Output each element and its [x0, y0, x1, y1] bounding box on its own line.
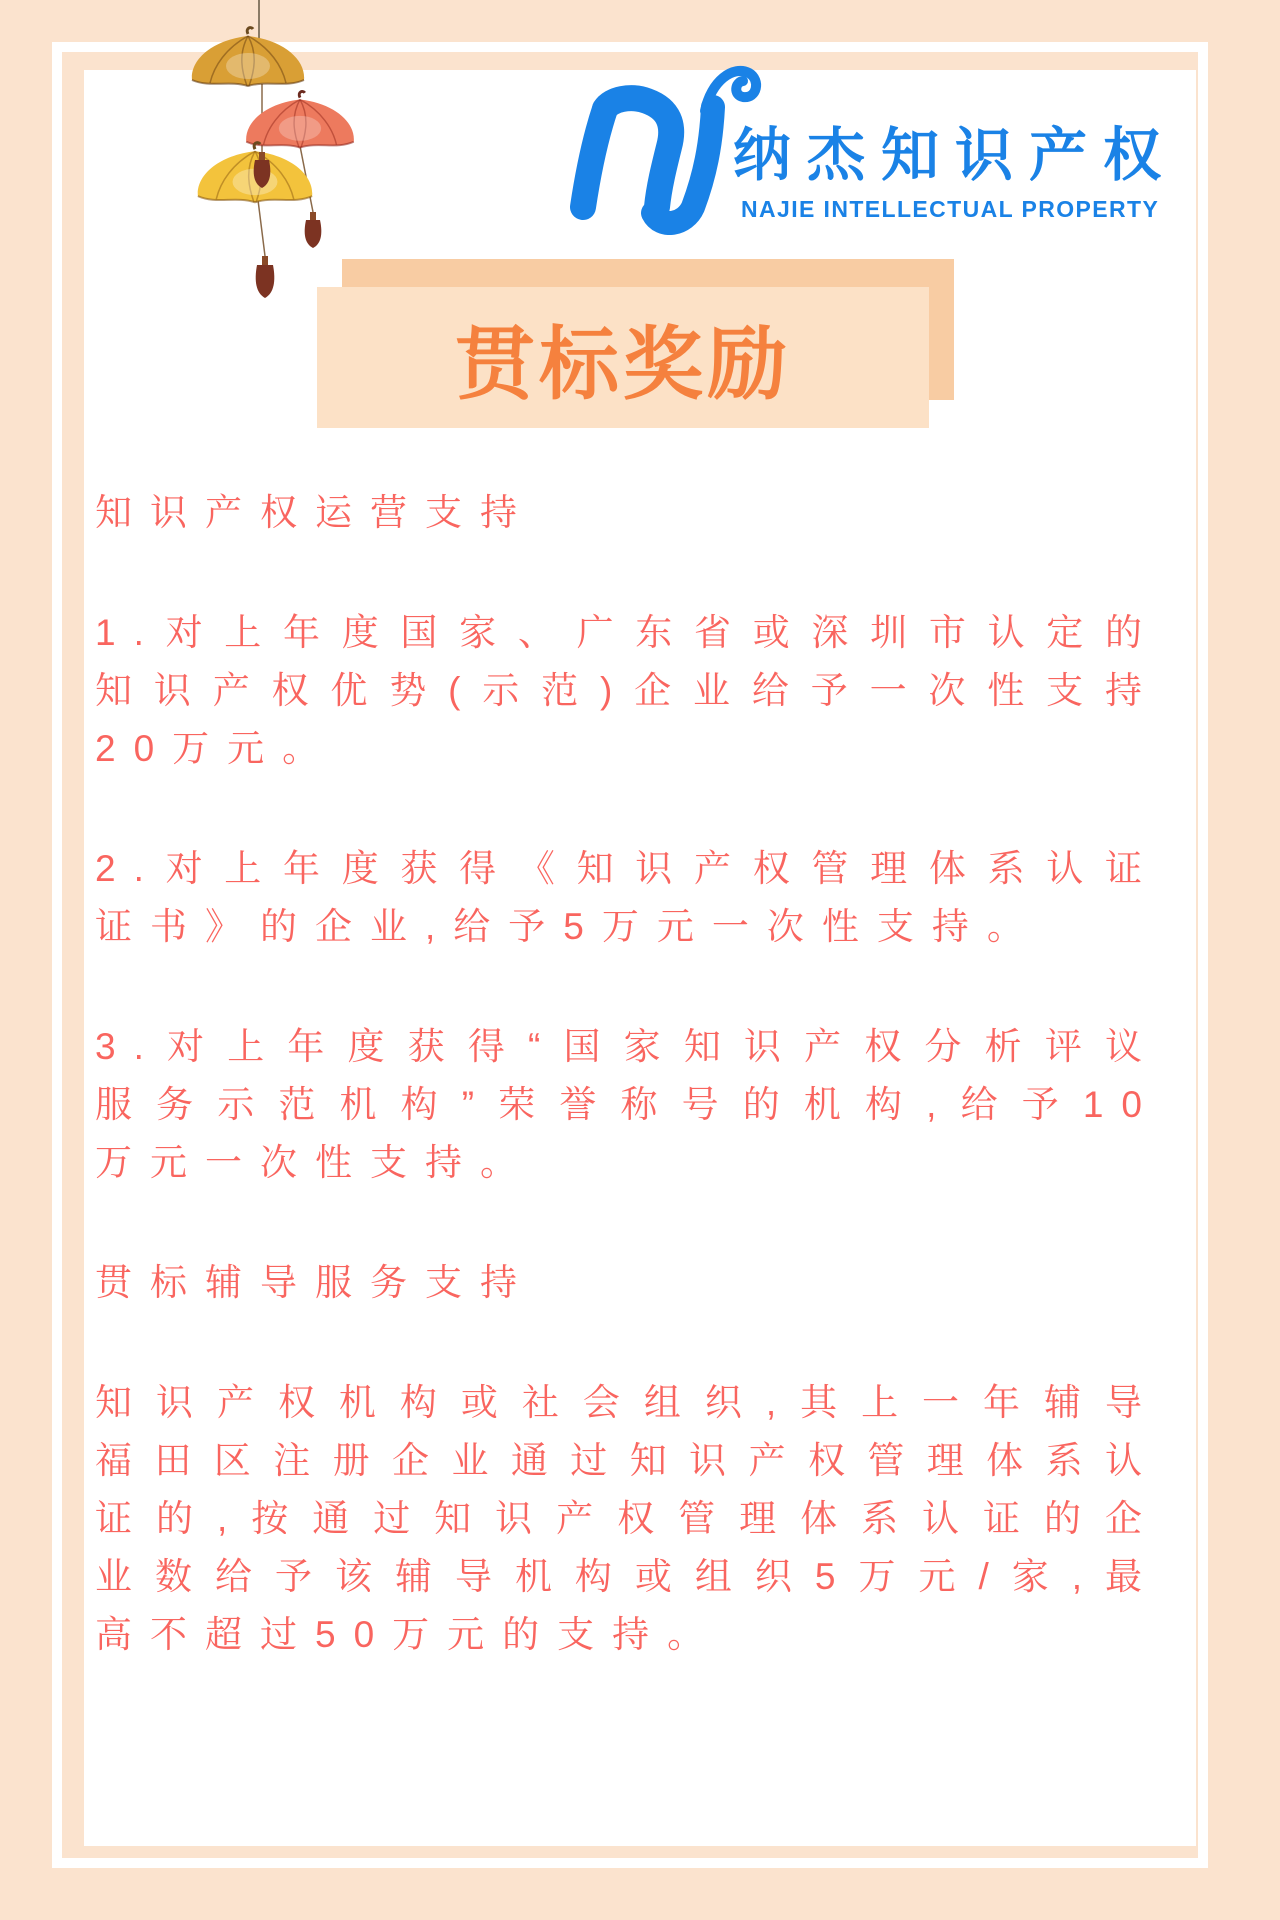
paragraph-line: 知识产权优势(示范)企业给予一次性支持	[95, 670, 1160, 711]
paragraph-line: 知识产权机构或社会组织,其上一年辅导	[95, 1382, 1160, 1423]
logo-company-name-cn: 纳杰知识产权	[733, 123, 1178, 188]
paragraph	[95, 1374, 1160, 1664]
tassel-icon	[256, 256, 275, 298]
paragraph-line: 福田区注册企业通过知识产权管理体系认	[95, 1440, 1160, 1481]
paragraph-line: 证的,按通过知识产权管理体系认证的企	[95, 1498, 1160, 1539]
paragraph-line: 服务示范机构”荣誉称号的机构,给予10	[95, 1084, 1160, 1125]
paragraph-line: 业数给予该辅导机构或组织5万元/家,最	[95, 1556, 1160, 1597]
company-logo	[545, 55, 1185, 235]
paragraph-line: 证书》的企业,给予5万元一次性支持。	[95, 906, 1042, 947]
gold-lantern-icon	[192, 28, 304, 86]
paragraph	[95, 604, 1160, 778]
paragraph-line: 1.对上年度国家、广东省或深圳市认定的	[95, 612, 1160, 653]
tassel-icon	[305, 212, 322, 248]
paragraph	[95, 840, 1160, 956]
paragraph-line: 20万元。	[95, 728, 338, 769]
page-title: 贯标奖励	[455, 320, 791, 409]
paragraph-line: 3.对上年度获得“国家知识产权分析评议	[95, 1026, 1160, 1067]
content-sections	[95, 484, 1160, 1726]
logo-company-name-en: NAJIE INTELLECTUAL PROPERTY	[741, 196, 1160, 222]
paragraph	[95, 1018, 1160, 1192]
paragraph-line: 2.对上年度获得《知识产权管理体系认证	[95, 848, 1160, 889]
paragraph-line: 万元一次性支持。	[95, 1142, 535, 1183]
title-banner	[317, 287, 929, 428]
section-heading: 贯标辅导服务支持	[95, 1262, 535, 1303]
section-heading: 知识产权运营支持	[95, 492, 535, 533]
paragraph-line: 高不超过50万元的支持。	[95, 1614, 723, 1655]
